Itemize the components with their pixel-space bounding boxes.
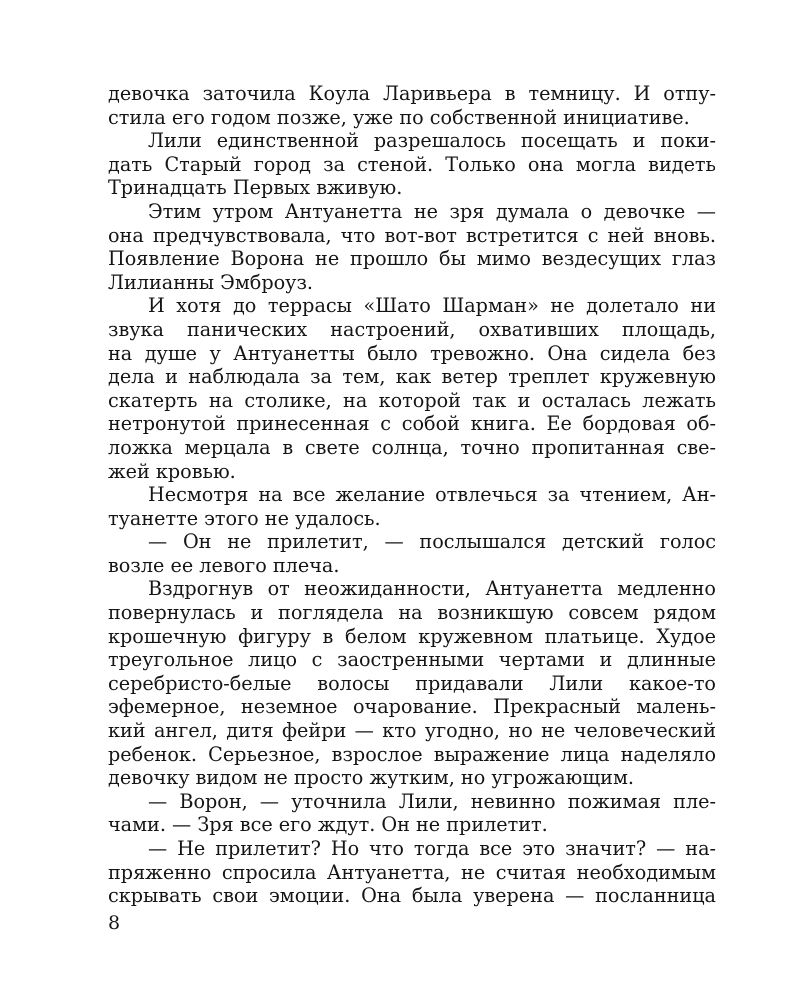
text-line: — Он не прилетит, — послышался детский голос (148, 530, 716, 554)
text-line: пряженно спросила Антуанетта, не считая необходимым (108, 860, 716, 884)
text-line: Этим утром Антуанетта не зря думала о девочке — (148, 199, 716, 223)
text-line: девочка заточила Коула Ларивьера в темницу. И отпу- (108, 82, 716, 105)
text-line: дать Старый город за стеной. Только она могла видеть (108, 152, 716, 176)
text-line: жей кровью. (108, 459, 236, 483)
text-line: Появление Ворона не прошло бы мимо вездесущих глаз (108, 247, 716, 271)
text-line: Несмотря на все желание отвлечься за чтением, Ан- (148, 483, 716, 507)
text-line: серебристо-белые волосы придавали Лили какое-то (108, 671, 716, 695)
page-number: 8 (108, 912, 121, 934)
text-line: Лили единственной разрешалось посещать и поки- (148, 129, 716, 153)
text-line: Вздрогнув от неожиданности, Антуанетта медленно (148, 577, 716, 601)
text-line: скатерть на столике, на которой так и осталась лежать (108, 388, 716, 412)
text-line: Лилианны Эмброуз. (108, 270, 314, 294)
text-line: — Не прилетит? Но что тогда все это значит? — на- (148, 837, 716, 860)
text-line: скрывать свои эмоции. Она была уверена — посланница (108, 884, 716, 908)
text-line: — Ворон, — уточнила Лили, невинно пожимая пле- (148, 789, 716, 813)
text-line: крошечную фигуру в белом кружевном платьице. Худое (108, 624, 716, 648)
text-line: ложка мерцала в свете солнца, точно пропитанная све- (108, 435, 716, 459)
text-line: дела и наблюдала за тем, как ветер треплет кружевную (108, 365, 716, 389)
text-line: на душе у Антуанетты было тревожно. Она сидела без (108, 341, 716, 365)
text-line: нетронутой принесенная с собой книга. Ее бордовая об- (108, 412, 716, 436)
text-line: повернулась и поглядела на возникшую совсем рядом (108, 601, 716, 625)
text-line: Тринадцать Первых вживую. (108, 176, 403, 200)
text-line: треугольное лицо с заостренными чертами и длинные (108, 648, 716, 672)
text-line: кий ангел, дитя фейри — кто угодно, но не человеческий (108, 719, 716, 743)
text-line: звука панических настроений, охвативших площадь, (108, 317, 716, 341)
text-line: эфемерное, неземное очарование. Прекрасный малень- (108, 695, 716, 719)
text-line: И хотя до террасы «Шато Шарман» не долетало ни (148, 294, 716, 318)
text-line: стила его годом позже, уже по собственной инициативе. (108, 105, 690, 129)
text-line: она предчувствовала, что вот-вот встретится с ней вновь. (108, 223, 716, 247)
text-line: возле ее левого плеча. (108, 553, 340, 577)
body-text (108, 82, 716, 908)
text-line: ребенок. Серьезное, взрослое выражение лица наделяло (108, 742, 716, 766)
text-line: туанетте этого не удалось. (108, 506, 381, 530)
text-line: девочку видом не просто жутким, но угрожающим. (108, 766, 634, 790)
text-line: чами. — Зря все его ждут. Он не прилетит. (108, 813, 548, 837)
